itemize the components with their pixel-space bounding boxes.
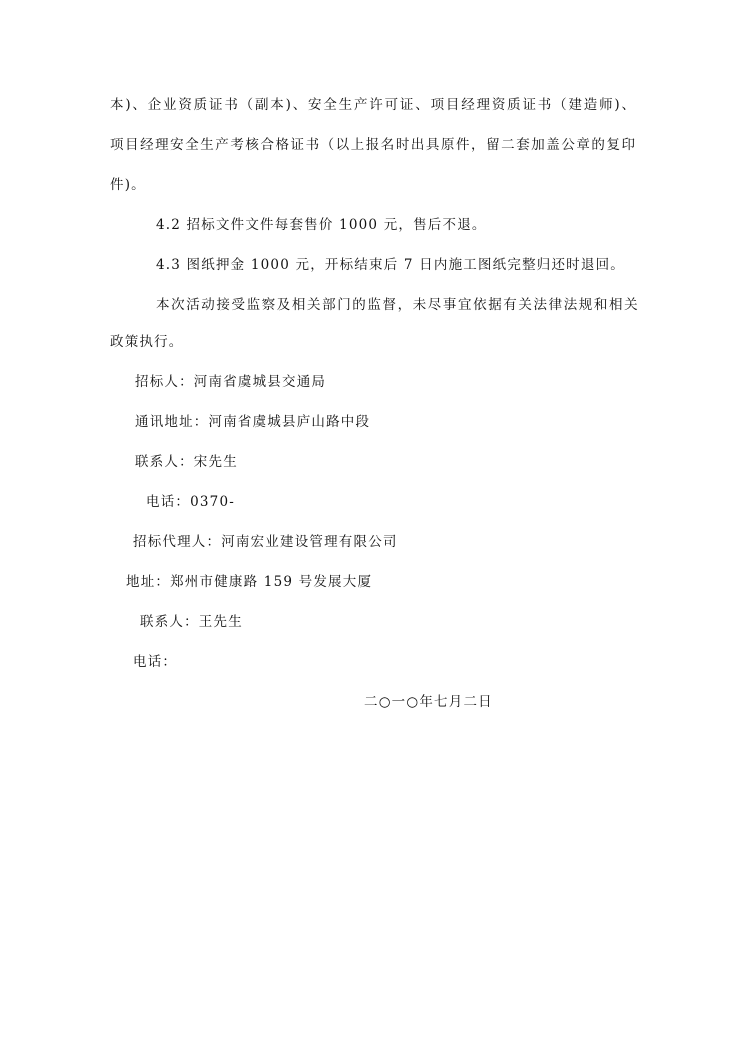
agency-contact-line: 联系人：王先生 [140,614,243,630]
agency-address-line: 地址：郑州市健康路 159 号发展大厦 [126,574,373,590]
clause-4-3: 4.3 图纸押金 1000 元，开标结束后 7 日内施工图纸完整归还时退回。 [156,257,625,273]
document-date: 二○一○年七月二日 [364,694,493,710]
tenderer-line: 招标人：河南省虞城县交通局 [135,374,327,390]
agency-line: 招标代理人：河南宏业建设管理有限公司 [133,534,398,550]
clause-4-2: 4.2 招标文件文件每套售价 1000 元，售后不退。 [156,217,487,233]
body-line-3: 件)。 [110,177,146,193]
tenderer-address-line: 通讯地址：河南省虞城县庐山路中段 [135,414,371,430]
supervision-paragraph-line-1: 本次活动接受监察及相关部门的监督，未尽事宜依据有关法律法规和相关 [156,297,640,313]
tenderer-phone-line: 电话：0370- [146,494,236,510]
agency-phone-line: 电话： [133,654,178,670]
tenderer-contact-line: 联系人：宋先生 [135,454,238,470]
body-line-2: 项目经理安全生产考核合格证书（以上报名时出具原件，留二套加盖公章的复印 [110,137,635,153]
supervision-paragraph-line-2: 政策执行。 [110,334,184,350]
body-line-1: 本)、企业资质证书（副本)、安全生产许可证、项目经理资质证书（建造师)、 [110,97,635,113]
